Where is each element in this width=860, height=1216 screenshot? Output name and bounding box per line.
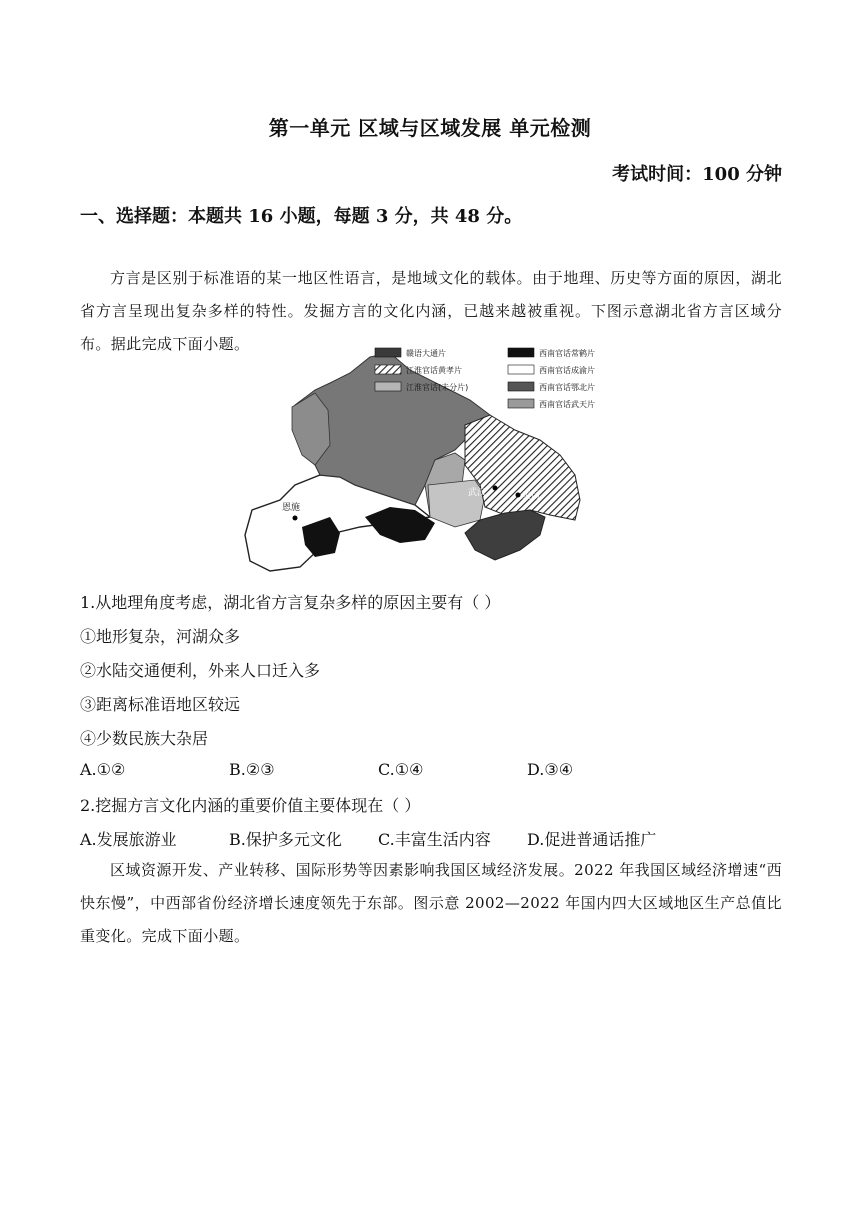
legend-gan: 赣语大通片 xyxy=(406,349,446,358)
exam-time: 考试时间：100 分钟 xyxy=(612,164,782,185)
q2-stem: 2.挖掘方言文化内涵的重要价值主要体现在（ ） xyxy=(80,796,421,815)
hubei-dialect-map xyxy=(240,335,620,575)
page-title: 第一单元 区域与区域发展 单元检测 xyxy=(268,116,592,140)
q2-option-c: C.丰富生活内容 xyxy=(378,830,491,849)
legend-jianghuai: 江淮官话(未分片) xyxy=(406,383,469,392)
legend-changhe: 西南官话常鹤片 xyxy=(539,349,595,358)
q1-item-4: ④少数民族大杂居 xyxy=(80,729,209,748)
q1-item-2: ②水陆交通便利，外来人口迁入多 xyxy=(80,661,321,680)
q1-stem: 1.从地理角度考虑，湖北省方言复杂多样的原因主要有（ ） xyxy=(80,593,501,612)
city-huanggang: 黄冈 xyxy=(522,491,541,501)
legend-chengyu: 西南官话成渝片 xyxy=(539,366,595,375)
q1-option-b: B.②③ xyxy=(229,760,275,779)
city-wuhan: 武汉 xyxy=(468,488,487,498)
legend-wutian: 西南官话武天片 xyxy=(539,400,595,409)
q1-item-1: ①地形复杂，河湖众多 xyxy=(80,627,241,646)
q1-option-d: D.③④ xyxy=(527,760,574,779)
legend-ebei: 西南官话鄂北片 xyxy=(539,383,595,392)
legend-huangxiao: 江淮官话黄孝片 xyxy=(406,366,462,375)
city-enshi: 恩施 xyxy=(282,503,301,513)
passage-2: 区域资源开发、产业转移、国际形势等因素影响我国区域经济发展。2022 年我国区域经济增速“西快东慢”，中西部省份经济增长速度领先于东部。图示意 2002—2022 年国内四大区域地区生产总值比重变化。完成下面小题。 xyxy=(80,861,782,945)
passage-1: 方言是区别于标准语的某一地区性语言，是地域文化的载体。由于地理、历史等方面的原因，湖北省方言呈现出复杂多样的特性。发掘方言的文化内涵，已越来越被重视。下图示意湖北省方言区域分布。据此完成下面小题。 xyxy=(80,269,782,353)
q2-option-a: A.发展旅游业 xyxy=(80,830,177,849)
q2-option-b: B.保护多元文化 xyxy=(229,830,342,849)
q1-item-3: ③距离标准语地区较远 xyxy=(80,695,241,714)
q1-option-c: C.①④ xyxy=(378,760,424,779)
q1-option-a: A.①② xyxy=(80,760,126,779)
section-heading: 一、选择题：本题共 16 小题，每题 3 分，共 48 分。 xyxy=(80,206,523,227)
q2-option-d: D.促进普通话推广 xyxy=(527,830,657,849)
